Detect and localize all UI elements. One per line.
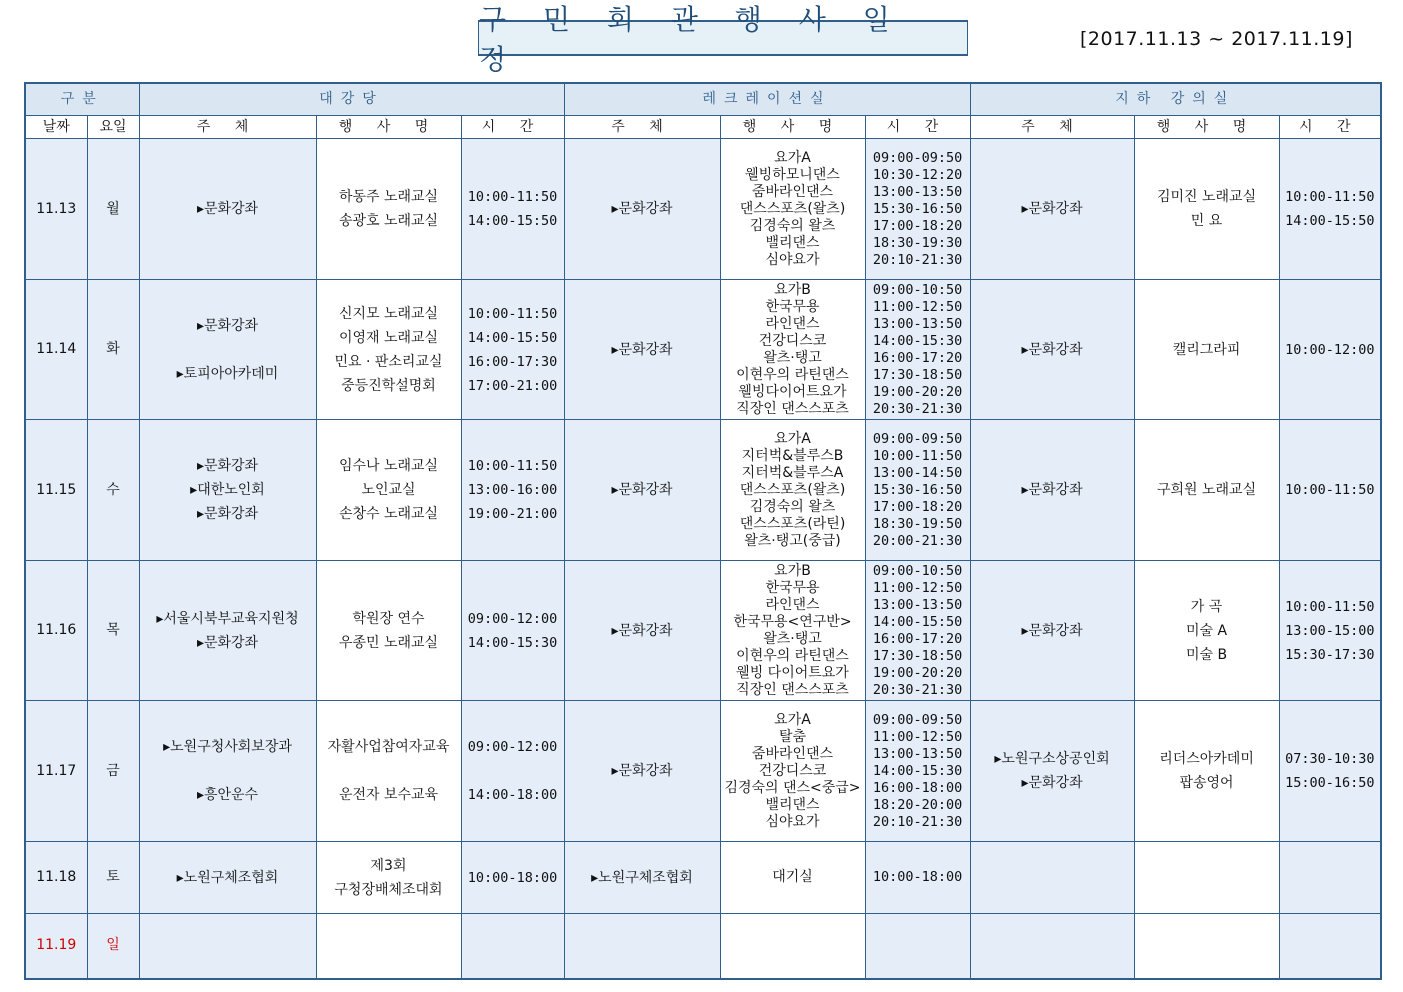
table-row (25, 420, 1381, 561)
rec-event-cell-line: 댄스스포츠(왈츠) (739, 481, 846, 498)
rec-event-cell (720, 420, 865, 561)
rec-event-cell (720, 842, 865, 914)
rec-event-cell-line: 라인댄스 (765, 315, 820, 332)
basement-host-cell-line: ▸문화강좌 (1021, 201, 1083, 217)
rec-time-cell-line: 17:00-18:20 (872, 217, 963, 234)
basement-time-cell-line: 15:30-17:30 (1285, 646, 1375, 663)
hall-host-cell (139, 420, 316, 561)
rec-time-cell-line: 09:00-10:50 (872, 562, 963, 579)
basement-host-header: 주 체 (970, 116, 1134, 139)
basement-time-cell-line: 14:00-15:50 (1285, 213, 1375, 229)
header-row-columns (25, 116, 1381, 139)
rec-event-cell-line: 줌바라인댄스 (751, 745, 834, 762)
basement-event-cell-line: 민 요 (1190, 213, 1223, 229)
rec-time-cell-line: 18:30-19:30 (872, 234, 963, 251)
rec-time-cell (865, 842, 970, 914)
rec-host-cell (564, 280, 720, 420)
hall-host-cell (139, 842, 316, 914)
table-row (25, 842, 1381, 914)
hall-time-cell-line (462, 759, 564, 783)
rec-time-cell-line: 20:10-21:30 (872, 813, 963, 830)
hall-host-cell-line: ▸문화강좌 (196, 634, 259, 651)
hall-event-cell (316, 914, 461, 979)
hall-host-cell-line: ▸대한노인회 (190, 482, 265, 498)
weekday-cell: 월 (87, 139, 139, 280)
rec-time-cell-line: 11:00-12:50 (872, 728, 963, 745)
hall-event-cell (316, 701, 461, 842)
hall-host-cell-line: ▸노원구청사회보장과 (163, 739, 292, 755)
rec-host-cell-line: ▸노원구체조협회 (591, 869, 693, 886)
basement-host-cell (970, 280, 1134, 420)
rec-event-cell-line: 건강디스코 (758, 332, 827, 349)
hall-host-cell-line: ▸흥안운수 (196, 787, 259, 803)
hall-host-cell-line (140, 759, 316, 783)
rec-event-cell-line: 건강디스코 (758, 762, 827, 779)
hall-event-cell-line: 노인교실 (361, 482, 416, 498)
table-row (25, 701, 1381, 842)
rec-time-cell (865, 701, 970, 842)
weekday-cell: 토 (87, 842, 139, 914)
rec-time-cell-line: 13:00-13:50 (872, 183, 963, 200)
weekday-cell: 수 (87, 420, 139, 561)
hall-event-cell (316, 420, 461, 561)
rec-time-cell-line: 11:00-12:50 (872, 579, 963, 596)
hall-time-cell-line: 19:00-21:00 (467, 506, 558, 522)
date-cell: 11.16 (25, 561, 87, 701)
basement-event-cell-line: 가 곡 (1190, 598, 1223, 615)
rec-host-header: 주 체 (564, 116, 720, 139)
hall-host-cell-line: ▸토피아아카데미 (176, 365, 279, 382)
rec-event-cell-line: 직장인 댄스스포츠 (736, 400, 849, 417)
rec-time-cell-line: 10:30-12:20 (872, 166, 963, 183)
date-cell: 11.13 (25, 139, 87, 280)
rec-event-cell-line: 밸리댄스 (765, 796, 820, 813)
hall-time-cell-line: 14:00-15:50 (467, 329, 558, 346)
rec-time-cell (865, 139, 970, 280)
rec-event-cell (720, 280, 865, 420)
hall-time-cell (461, 280, 564, 420)
basement-host-cell (970, 420, 1134, 561)
hall-time-cell-line: 17:00-21:00 (467, 377, 558, 394)
rec-host-cell-line: ▸문화강좌 (611, 201, 673, 217)
hall-time-cell (461, 139, 564, 280)
rec-event-cell-line: 왈츠·탱고 (763, 630, 822, 647)
basement-event-cell-line: 구희원 노래교실 (1156, 482, 1257, 498)
basement-time-header: 시 간 (1279, 116, 1381, 139)
rec-event-cell-line: 요가B (774, 281, 811, 298)
rec-host-cell (564, 701, 720, 842)
hall-event-cell-line: 이영재 노래교실 (338, 329, 439, 346)
hall-host-cell (139, 139, 316, 280)
rec-event-cell-line: 요가B (774, 562, 811, 579)
rec-time-cell (865, 914, 970, 979)
basement-time-cell (1279, 420, 1381, 561)
rec-event-cell-line: 한국무용<연구반> (733, 613, 852, 630)
rec-event-cell (720, 701, 865, 842)
basement-host-cell (970, 139, 1134, 280)
category-header: 구분 (25, 83, 139, 116)
hall-event-cell-line: 송광호 노래교실 (338, 213, 439, 229)
date-cell: 11.17 (25, 701, 87, 842)
hall-event-cell-line: 임수나 노래교실 (338, 458, 439, 474)
rec-time-cell-line: 14:00-15:30 (872, 762, 963, 779)
rec-event-cell-line: 왈츠·탱고 (763, 349, 822, 366)
schedule-period: [2017.11.13 ~ 2017.11.19] (1080, 28, 1353, 50)
weekday-cell: 일 (87, 914, 139, 979)
basement-host-cell (970, 701, 1134, 842)
basement-event-cell (1134, 914, 1279, 979)
hall-event-cell-line: 우종민 노래교실 (338, 634, 439, 651)
basement-host-cell-line: ▸문화강좌 (1021, 341, 1083, 358)
hall-event-cell-line (317, 759, 461, 783)
hall-time-cell-line: 10:00-18:00 (467, 869, 558, 886)
rec-host-cell (564, 914, 720, 979)
rec-event-cell-line: 지터벅&블루스A (741, 464, 844, 481)
hall-host-cell (139, 280, 316, 420)
date-cell: 11.19 (25, 914, 87, 979)
rec-event-cell-line: 웰빙하모니댄스 (745, 166, 840, 183)
hall-event-cell (316, 139, 461, 280)
rec-time-cell-line: 13:00-13:50 (872, 745, 963, 762)
basement-time-cell-line: 15:00-16:50 (1285, 775, 1375, 791)
rec-event-cell-line: 김경숙의 댄스<중급> (724, 779, 861, 796)
rec-event-cell-line: 이현우의 라틴댄스 (736, 647, 849, 664)
rec-event-cell-line: 웰빙다이어트요가 (738, 383, 847, 400)
hall-time-cell-line: 09:00-12:00 (467, 739, 558, 755)
rec-time-cell-line: 16:00-17:20 (872, 630, 963, 647)
rec-time-cell-line: 20:10-21:30 (872, 251, 963, 268)
page-title: 구 민 회 관 행 사 일 정 (478, 20, 968, 56)
rec-event-cell-line: 요가A (774, 430, 811, 447)
basement-event-cell (1134, 842, 1279, 914)
basement-event-cell-line: 미술 A (1185, 622, 1228, 639)
rec-time-cell-line: 09:00-09:50 (872, 711, 963, 728)
rec-time-cell-line: 16:00-17:20 (872, 349, 963, 366)
venue-header-basement: 지하 강의실 (970, 83, 1381, 116)
basement-time-cell-line: 13:00-15:00 (1285, 622, 1375, 639)
basement-event-cell (1134, 561, 1279, 701)
rec-time-cell-line: 15:30-16:50 (872, 200, 963, 217)
rec-time-cell (865, 280, 970, 420)
basement-time-cell (1279, 561, 1381, 701)
basement-time-cell (1279, 139, 1381, 280)
rec-event-cell-line: 줌바라인댄스 (751, 183, 834, 200)
basement-event-cell (1134, 280, 1279, 420)
rec-time-cell-line: 13:00-13:50 (872, 596, 963, 613)
schedule-table (24, 82, 1382, 980)
date-cell: 11.15 (25, 420, 87, 561)
weekday-cell: 금 (87, 701, 139, 842)
hall-event-cell-line: 자활사업참여자교육 (327, 739, 450, 755)
basement-host-cell-line: ▸문화강좌 (1021, 622, 1083, 639)
rec-time-cell-line: 17:00-18:20 (872, 498, 963, 515)
table-row (25, 914, 1381, 979)
basement-event-cell (1134, 420, 1279, 561)
basement-host-cell (970, 561, 1134, 701)
hall-host-cell-line: ▸문화강좌 (196, 317, 259, 334)
hall-time-cell-line: 09:00-12:00 (467, 610, 558, 627)
rec-event-cell-line: 웰빙 다이어트요가 (736, 664, 849, 681)
rec-host-cell-line: ▸문화강좌 (611, 482, 673, 498)
basement-time-cell-line: 10:00-11:50 (1285, 598, 1375, 615)
hall-time-cell-line: 10:00-11:50 (467, 305, 558, 322)
table-row (25, 139, 1381, 280)
rec-time-cell-line: 13:00-13:50 (872, 315, 963, 332)
basement-event-cell-line: 김미진 노래교실 (1156, 189, 1257, 205)
hall-host-cell (139, 561, 316, 701)
rec-event-cell-line: 심야요가 (765, 813, 820, 830)
hall-time-cell-line: 13:00-16:00 (467, 482, 558, 498)
rec-event-cell-line: 탈춤 (778, 728, 807, 745)
rec-time-cell-line: 20:00-21:30 (872, 532, 963, 549)
hall-time-header: 시 간 (461, 116, 564, 139)
hall-event-cell-line: 중등진학설명회 (341, 377, 436, 394)
hall-time-cell-line: 14:00-15:50 (467, 213, 558, 229)
rec-event-header: 행 사 명 (720, 116, 865, 139)
rec-time-cell (865, 561, 970, 701)
hall-event-cell (316, 280, 461, 420)
rec-time-cell-line: 09:00-09:50 (872, 430, 963, 447)
hall-time-cell-line: 14:00-15:30 (467, 634, 558, 651)
rec-event-cell-line: 대기실 (772, 869, 813, 885)
weekday-column-header: 요일 (87, 116, 139, 139)
rec-time-cell-line: 19:00-20:20 (872, 664, 963, 681)
basement-time-cell-line: 10:00-11:50 (1285, 482, 1375, 498)
basement-event-cell-line: 리더스아카데미 (1159, 751, 1254, 767)
rec-event-cell (720, 561, 865, 701)
basement-event-cell (1134, 701, 1279, 842)
hall-host-cell-line: ▸서울시북부교육지원청 (156, 610, 299, 627)
hall-time-cell (461, 561, 564, 701)
hall-time-cell-line: 14:00-18:00 (467, 787, 558, 803)
hall-time-cell (461, 914, 564, 979)
basement-time-cell (1279, 701, 1381, 842)
hall-host-cell-line: ▸문화강좌 (196, 458, 259, 474)
rec-event-cell-line: 이현우의 라틴댄스 (736, 366, 849, 383)
rec-time-cell-line: 15:30-16:50 (872, 481, 963, 498)
hall-event-cell (316, 842, 461, 914)
rec-event-cell-line: 요가A (774, 149, 811, 166)
hall-event-cell (316, 561, 461, 701)
basement-host-cell-line: ▸문화강좌 (1021, 775, 1083, 791)
hall-host-cell-line: ▸노원구체조협회 (176, 869, 279, 886)
rec-event-cell-line: 댄스스포츠(왈츠) (739, 200, 846, 217)
hall-time-cell (461, 420, 564, 561)
basement-event-cell-line: 팝송영어 (1179, 775, 1234, 791)
hall-event-cell-line: 학원장 연수 (352, 610, 425, 627)
rec-time-cell-line: 14:00-15:30 (872, 332, 963, 349)
hall-host-cell-line: ▸문화강좌 (196, 201, 259, 217)
hall-time-cell (461, 842, 564, 914)
rec-host-cell (564, 561, 720, 701)
rec-host-cell (564, 420, 720, 561)
rec-time-cell-line: 16:00-18:00 (872, 779, 963, 796)
hall-event-cell-line: 하동주 노래교실 (338, 189, 439, 205)
hall-time-cell-line: 10:00-11:50 (467, 458, 558, 474)
rec-event-cell-line: 한국무용 (765, 298, 820, 315)
venue-header-recreation: 레크레이션실 (564, 83, 970, 116)
weekday-cell: 화 (87, 280, 139, 420)
date-column-header: 날짜 (25, 116, 87, 139)
basement-time-cell-line: 07:30-10:30 (1285, 751, 1375, 767)
hall-event-cell-line: 손창수 노래교실 (338, 506, 439, 522)
hall-host-cell-line: ▸문화강좌 (196, 506, 259, 522)
basement-event-header: 행 사 명 (1134, 116, 1279, 139)
rec-time-cell-line: 14:00-15:50 (872, 613, 963, 630)
rec-host-cell-line: ▸문화강좌 (611, 622, 673, 639)
rec-event-cell-line: 요가A (774, 711, 811, 728)
rec-event-cell-line: 댄스스포츠(라틴) (739, 515, 846, 532)
rec-time-cell-line: 19:00-20:20 (872, 383, 963, 400)
basement-host-cell-line: ▸노원구소상공인회 (994, 751, 1110, 767)
rec-host-cell (564, 139, 720, 280)
hall-event-header: 행 사 명 (316, 116, 461, 139)
rec-event-cell (720, 914, 865, 979)
rec-event-cell-line: 김경숙의 왈츠 (749, 498, 836, 515)
hall-time-cell-line: 10:00-11:50 (467, 189, 558, 205)
hall-host-cell-line (140, 338, 316, 362)
rec-event-cell-line: 밸리댄스 (765, 234, 820, 251)
hall-event-cell-line: 제3회 (370, 857, 407, 874)
basement-time-cell-line: 10:00-11:50 (1285, 189, 1375, 205)
basement-time-cell (1279, 280, 1381, 420)
hall-host-header: 주 체 (139, 116, 316, 139)
hall-event-cell-line: 구청장배체조대회 (334, 881, 443, 898)
rec-host-cell (564, 842, 720, 914)
basement-host-cell (970, 914, 1134, 979)
rec-event-cell-line: 한국무용 (765, 579, 820, 596)
rec-time-cell-line: 17:30-18:50 (872, 647, 963, 664)
basement-time-cell (1279, 842, 1381, 914)
rec-event-cell-line: 김경숙의 왈츠 (749, 217, 836, 234)
venue-header-hall: 대강당 (139, 83, 564, 116)
basement-event-cell-line: 캘리그라피 (1172, 341, 1241, 358)
rec-time-cell-line: 18:20-20:00 (872, 796, 963, 813)
weekday-cell: 목 (87, 561, 139, 701)
hall-event-cell-line: 운전자 보수교육 (338, 787, 439, 803)
rec-time-cell-line: 09:00-10:50 (872, 281, 963, 298)
basement-host-cell (970, 842, 1134, 914)
rec-time-cell-line: 10:00-11:50 (872, 447, 963, 464)
hall-event-cell-line: 민요 · 판소리교실 (334, 353, 443, 370)
rec-time-cell-line: 11:00-12:50 (872, 298, 963, 315)
hall-event-cell-line: 신지모 노래교실 (338, 305, 439, 322)
rec-event-cell-line: 지터벅&블루스B (741, 447, 844, 464)
rec-time-header: 시 간 (865, 116, 970, 139)
rec-event-cell (720, 139, 865, 280)
date-cell: 11.14 (25, 280, 87, 420)
rec-event-cell-line: 심야요가 (765, 251, 820, 268)
table-row (25, 561, 1381, 701)
rec-time-cell (865, 420, 970, 561)
rec-host-cell-line: ▸문화강좌 (611, 341, 673, 358)
basement-event-cell (1134, 139, 1279, 280)
header-row-venues (25, 83, 1381, 116)
rec-event-cell-line: 라인댄스 (765, 596, 820, 613)
rec-event-cell-line: 직장인 댄스스포츠 (736, 681, 849, 698)
rec-time-cell-line: 13:00-14:50 (872, 464, 963, 481)
rec-time-cell-line: 18:30-19:50 (872, 515, 963, 532)
hall-host-cell (139, 701, 316, 842)
hall-time-cell-line: 16:00-17:30 (467, 353, 558, 370)
rec-time-cell-line: 10:00-18:00 (872, 869, 963, 885)
hall-time-cell (461, 701, 564, 842)
hall-host-cell (139, 914, 316, 979)
basement-host-cell-line: ▸문화강좌 (1021, 482, 1083, 498)
rec-host-cell-line: ▸문화강좌 (611, 763, 673, 779)
basement-event-cell-line: 미술 B (1185, 646, 1228, 663)
rec-time-cell-line: 20:30-21:30 (872, 681, 963, 698)
rec-event-cell-line: 왈츠·탱고(중급) (744, 532, 841, 549)
rec-time-cell-line: 20:30-21:30 (872, 400, 963, 417)
rec-time-cell-line: 17:30-18:50 (872, 366, 963, 383)
basement-time-cell-line: 10:00-12:00 (1285, 341, 1375, 358)
rec-time-cell-line: 09:00-09:50 (872, 149, 963, 166)
table-row (25, 280, 1381, 420)
date-cell: 11.18 (25, 842, 87, 914)
basement-time-cell (1279, 914, 1381, 979)
